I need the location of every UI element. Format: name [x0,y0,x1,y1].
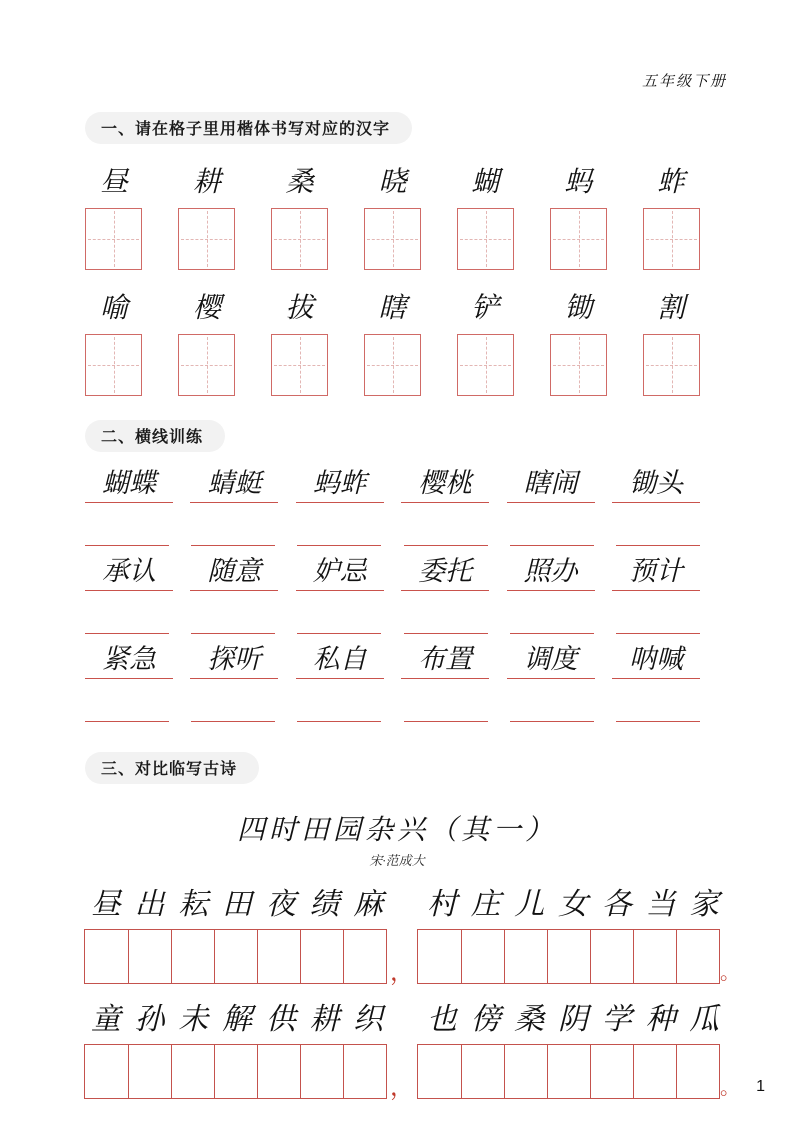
poem-char: 傍 [470,1003,501,1036]
tianzige-box [643,334,700,396]
tianzige-box [85,334,142,396]
copy-cell [676,1045,719,1098]
tianzige-row-1 [85,208,700,270]
underlined-word: 妒忌 [296,556,384,591]
copy-cell [257,930,300,983]
book-volume-label: 五年级下册 [641,74,727,90]
copy-cell [633,1045,676,1098]
blank-writing-line [404,633,488,634]
copy-strip [84,1044,387,1099]
underlined-word: 蝴蝶 [85,468,173,503]
copy-cell [418,930,461,983]
blank-line-row-3 [85,721,700,722]
copy-cell [461,930,504,983]
poem-char: 也 [426,1003,457,1036]
poem-author: 宋·范成大 [369,853,425,868]
copy-cell [547,1045,590,1098]
poem-char: 供 [265,1003,296,1036]
word-row-3 [85,644,700,679]
copy-cell [257,1045,300,1098]
section3 [85,752,793,784]
underlined-word: 呐喊 [612,644,700,679]
tianzige-box [364,334,421,396]
copy-strip [417,929,720,984]
poem-char: 家 [689,888,720,921]
blank-writing-line [616,721,700,722]
poem-char: 种 [645,1003,676,1036]
copy-strip [84,929,387,984]
underlined-word: 照办 [507,556,595,591]
underlined-word: 瞎闹 [507,468,595,503]
practice-char: 樱 [192,293,221,324]
poem-char: 麻 [353,888,384,921]
section3-heading: 三、对比临写古诗 [85,752,259,784]
tianzige-box [85,208,142,270]
poem-char: 儿 [514,888,545,921]
poem-char: 学 [601,1003,632,1036]
practice-char: 喻 [99,293,128,324]
blank-line-row-1 [85,545,700,546]
practice-char: 瞎 [378,293,407,324]
copy-cell [85,930,128,983]
comma-mark: ， [390,960,414,986]
practice-char: 耕 [192,167,221,198]
comma-mark: ， [390,1075,414,1101]
poem-char: 田 [222,888,253,921]
practice-char-row-2 [85,292,700,326]
underlined-word: 私自 [296,644,384,679]
poem-char: 耘 [178,888,209,921]
section2 [85,420,793,452]
copy-cell [676,930,719,983]
copy-cell [300,930,343,983]
blank-writing-line [616,633,700,634]
copy-strip-row-1 [84,929,764,984]
practice-char: 蝴 [471,167,500,198]
practice-char-row-1 [85,166,700,200]
copy-cell [214,1045,257,1098]
poem-char: 阴 [558,1003,589,1036]
blank-writing-line [85,721,169,722]
tianzige-box [178,334,235,396]
copy-cell [128,1045,171,1098]
blank-writing-line [297,721,381,722]
poem-copy-area [0,885,793,1099]
copy-cell [128,930,171,983]
copy-cell [171,1045,214,1098]
blank-writing-line [404,545,488,546]
tianzige-box [550,208,607,270]
copy-cell [461,1045,504,1098]
copy-cell [418,1045,461,1098]
copy-cell [547,930,590,983]
practice-char: 铲 [471,293,500,324]
underlined-word: 蚂蚱 [296,468,384,503]
poem-char: 出 [134,888,165,921]
underlined-word: 布置 [401,644,489,679]
poem-char: 桑 [514,1003,545,1036]
copy-cell [504,1045,547,1098]
copy-strip [417,1044,720,1099]
underlined-word: 预计 [612,556,700,591]
poem-char: 瓜 [689,1003,720,1036]
copy-cell [343,1045,386,1098]
practice-char: 割 [656,293,685,324]
blank-writing-line [191,633,275,634]
practice-char: 拔 [285,293,314,324]
poem-char: 各 [601,888,632,921]
copy-cell [590,930,633,983]
copy-cell [590,1045,633,1098]
underlined-word: 探听 [190,644,278,679]
practice-char: 锄 [564,293,593,324]
word-row-2 [85,556,700,591]
tianzige-box [457,334,514,396]
poem-char: 当 [645,888,676,921]
section2-heading: 二、横线训练 [85,420,225,452]
poem-line-1-first-half [84,885,390,925]
poem-char: 耕 [309,1003,340,1036]
copy-cell [633,930,676,983]
tianzige-box [457,208,514,270]
poem-char: 织 [353,1003,384,1036]
period-mark: 。 [720,962,740,984]
page-number: 1 [756,1078,765,1095]
word-row-1 [85,468,700,503]
tianzige-box [364,208,421,270]
copy-cell [300,1045,343,1098]
poem-char: 孙 [134,1003,165,1036]
copy-cell [171,930,214,983]
period-mark: 。 [720,1077,740,1099]
blank-writing-line [404,721,488,722]
poem-title: 四时田园杂兴（其一） [236,815,557,846]
underlined-word: 调度 [507,644,595,679]
poem-char: 解 [222,1003,253,1036]
blank-writing-line [510,633,594,634]
poem-line-1-second-half [420,885,726,925]
blank-writing-line [510,545,594,546]
tianzige-box [271,208,328,270]
poem-char: 昼 [90,888,121,921]
tianzige-row-2 [85,334,700,396]
practice-char: 蚂 [564,167,593,198]
section2-line-training-area [0,468,793,722]
copy-cell [85,1045,128,1098]
poem-char: 女 [558,888,589,921]
blank-writing-line [85,633,169,634]
copy-cell [214,930,257,983]
underlined-word: 蜻蜓 [190,468,278,503]
underlined-word: 随意 [190,556,278,591]
practice-char: 晓 [378,167,407,198]
poem-line-2-first-half [84,1000,390,1040]
blank-line-row-2 [85,633,700,634]
poem-line-2 [84,1000,764,1040]
poem-line-1 [84,885,764,925]
practice-char: 蚱 [656,167,685,198]
section1-practice-area [0,166,793,396]
poem-char: 童 [90,1003,121,1036]
practice-char: 昼 [99,167,128,198]
underlined-word: 委托 [401,556,489,591]
poem-char: 夜 [265,888,296,921]
blank-writing-line [85,545,169,546]
blank-writing-line [297,633,381,634]
blank-writing-line [191,545,275,546]
copy-cell [343,930,386,983]
blank-writing-line [616,545,700,546]
poem-char: 绩 [309,888,340,921]
blank-writing-line [297,545,381,546]
poem-line-2-second-half [420,1000,726,1040]
underlined-word: 锄头 [612,468,700,503]
practice-char: 桑 [285,167,314,198]
underlined-word: 樱桃 [401,468,489,503]
poem-char: 村 [426,888,457,921]
blank-writing-line [510,721,594,722]
underlined-word: 紧急 [85,644,173,679]
copy-cell [504,930,547,983]
copy-strip-row-2 [84,1044,764,1099]
tianzige-box [550,334,607,396]
blank-writing-line [191,721,275,722]
underlined-word: 承认 [85,556,173,591]
tianzige-box [643,208,700,270]
tianzige-box [271,334,328,396]
tianzige-box [178,208,235,270]
poem-char: 庄 [470,888,501,921]
section1-heading: 一、请在格子里用楷体书写对应的汉字 [85,112,412,144]
poem-char: 未 [178,1003,209,1036]
